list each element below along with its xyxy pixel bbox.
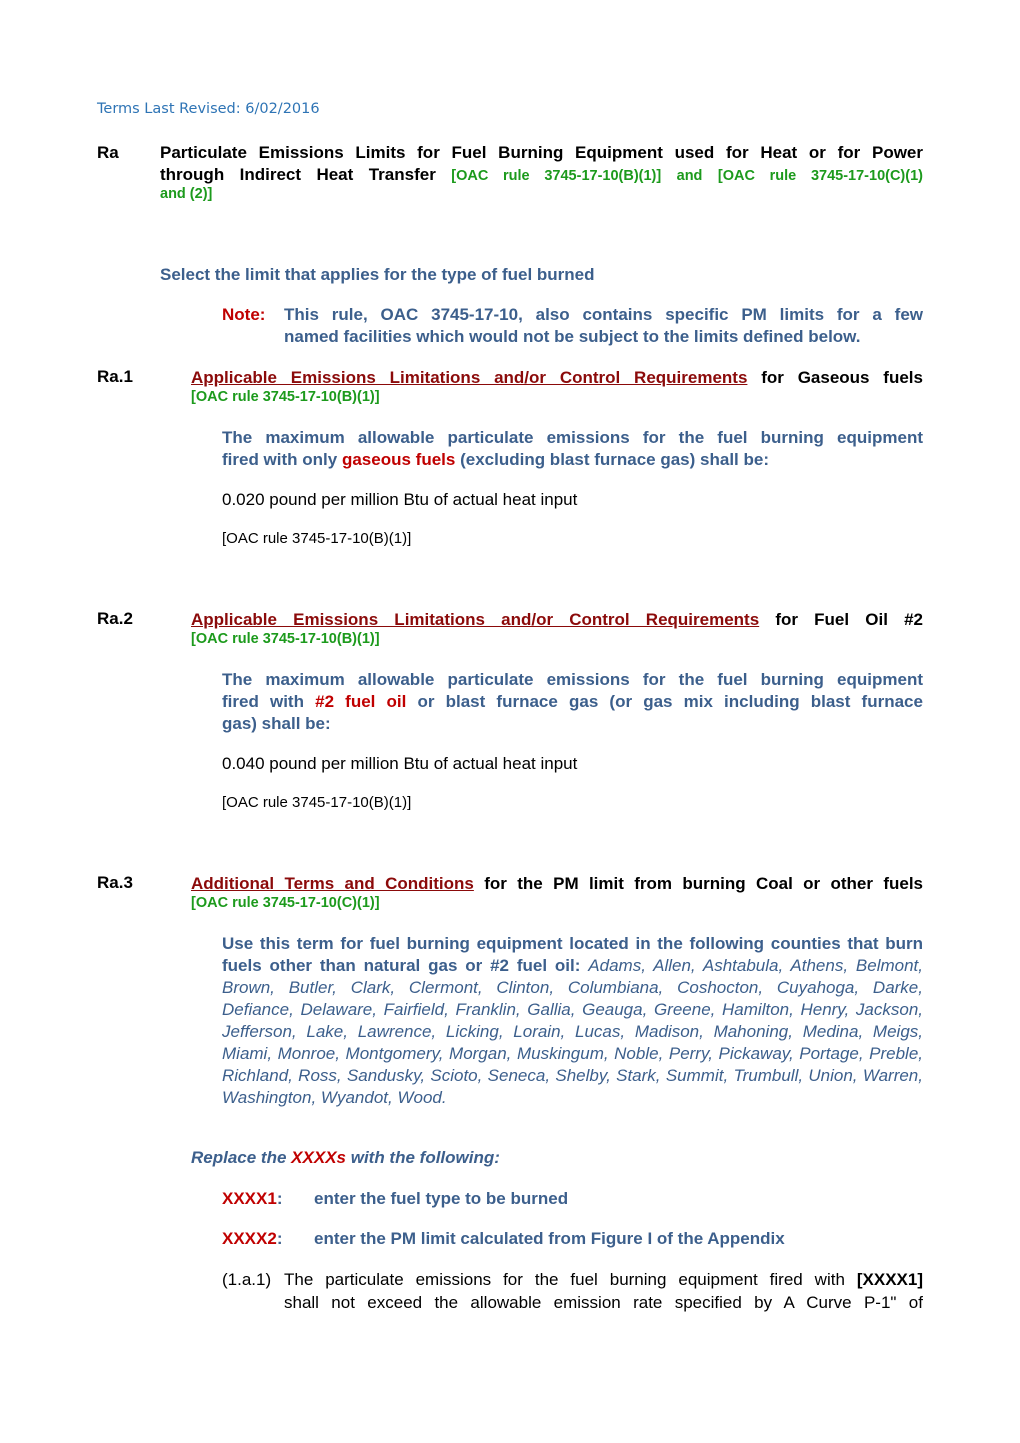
placeholder-label: XXXX1 [222,1189,277,1208]
section-title-ra-line2 [160,164,923,187]
ra2-body-text: fired with [222,692,304,711]
ra1-body-line2 [222,449,923,471]
placeholder-label: XXXX2 [222,1229,277,1248]
section-title-ra-line1: Particulate Emissions Limits for Fuel Burning Equipment used for Heat or for Power [160,143,923,162]
placeholder-xxxx1 [222,1188,282,1210]
rule-reference: [OAC rule 3745-17-10(B)(1)] [191,389,380,405]
fuel-type-highlight: #2 fuel oil [315,692,407,711]
ra2-limit-reference: [OAC rule 3745-17-10(B)(1)] [222,794,412,811]
ra2-body-line2 [222,691,923,713]
revision-date: Terms Last Revised: 6/02/2016 [97,101,320,117]
section-number-ra2: Ra.2 [97,609,133,628]
county-list: Adams, Allen, Ashtabula, Athens, Belmont, Brown, Butler, Clark, Clermont, Clinton, Columbiana, Coshocton, Cuyahoga, Darke, Defiance, Delaware, Fairfield, Franklin, Gallia, Geauga, Greene, Hamilton, Henry, Jackson, Jefferson, Lake, Lawrence, Licking, Lorain, Lucas, Madison, Mahoning, Medina, Meigs, Miami, Monroe, Montgomery, Morgan, Muskingum, Noble, Perry, Pickaway, Portage, Preble, Richland, Ross, Sandusky, Scioto, Seneca, Shelby, Stark, Summit, Trumbull, Union, Warren, Washington, Wyandot, Wood. [222,956,923,1107]
note-text-line2: named facilities which would not be subject to the limits defined below. [284,327,861,346]
ra2-limit-value: 0.040 pound per million Btu of actual heat input [222,754,578,773]
ra2-body-line3: gas) shall be: [222,714,331,733]
placeholder-xxxx2 [222,1228,282,1250]
rule-reference: [OAC rule 3745-17-10(C)(1) [717,168,923,184]
section-number-ra1: Ra.1 [97,367,133,386]
replace-text: with the following: [350,1148,500,1167]
item-text-line1 [284,1269,923,1291]
counties-intro: Use this term for fuel burning equipment located in the following counties that burn fuels other than natural gas or #2 fuel oil: [222,934,923,975]
section-heading-ra1 [191,367,923,389]
counties-paragraph [222,933,923,1109]
section-heading-ra3 [191,873,923,895]
placeholder-xxxx1-text: enter the fuel type to be burned [314,1189,569,1208]
section-heading-suffix: for Fuel Oil #2 [775,610,923,629]
limitations-link[interactable]: Applicable Emissions Limitations and/or Control Requirements [191,368,748,387]
rule-reference-conjunction: and [676,168,703,184]
rule-reference: [OAC rule 3745-17-10(B)(1)] [191,631,380,647]
section-heading-suffix: for Gaseous fuels [761,368,923,387]
section-title-ra-text: through Indirect Heat Transfer [160,165,436,184]
section-heading-suffix: for the PM limit from burning Coal or other fuels [484,874,924,893]
fuel-type-highlight: gaseous fuels [341,450,456,469]
note-text-line1: This rule, OAC 3745-17-10, also contains specific PM limits for a few [284,305,923,324]
placeholder-colon: : [276,1229,283,1248]
rule-reference: [OAC rule 3745-17-10(B)(1)] [451,168,662,184]
ra1-body-text: (excluding blast furnace gas) shall be: [460,450,769,469]
section-heading-ra2 [191,609,923,631]
replace-instruction [191,1147,500,1169]
item-text-line2: shall not exceed the allowable emission rate specified by A Curve P-1" of [284,1293,923,1312]
placeholder-highlight: XXXXs [291,1148,346,1167]
note-label: Note: [222,305,266,324]
rule-reference-continued: and (2)] [160,186,213,202]
placeholder-colon: : [276,1189,283,1208]
section-number-ra: Ra [97,143,119,162]
item-text: The particulate emissions for the fuel burning equipment fired with [284,1270,845,1289]
ra1-body-text: fired with only [222,450,338,469]
placeholder-xxxx2-text: enter the PM limit calculated from Figure I of the Appendix [314,1229,785,1248]
ra2-body-text: or blast furnace gas (or gas mix including blast furnace [417,692,923,711]
ra1-limit-value: 0.020 pound per million Btu of actual heat input [222,490,578,509]
replace-text: Replace the [191,1148,287,1167]
ra2-body-line1: The maximum allowable particulate emissions for the fuel burning equipment [222,670,923,689]
item-number: (1.a.1) [222,1270,272,1289]
limitations-link[interactable]: Applicable Emissions Limitations and/or Control Requirements [191,610,760,629]
placeholder-reference: [XXXX1] [856,1270,923,1289]
select-instruction: Select the limit that applies for the type of fuel burned [160,265,595,284]
ra1-limit-reference: [OAC rule 3745-17-10(B)(1)] [222,530,412,547]
rule-reference: [OAC rule 3745-17-10(C)(1)] [191,895,380,911]
ra1-body-line1: The maximum allowable particulate emissions for the fuel burning equipment [222,428,923,447]
section-number-ra3: Ra.3 [97,873,133,892]
terms-link[interactable]: Additional Terms and Conditions [191,874,474,893]
